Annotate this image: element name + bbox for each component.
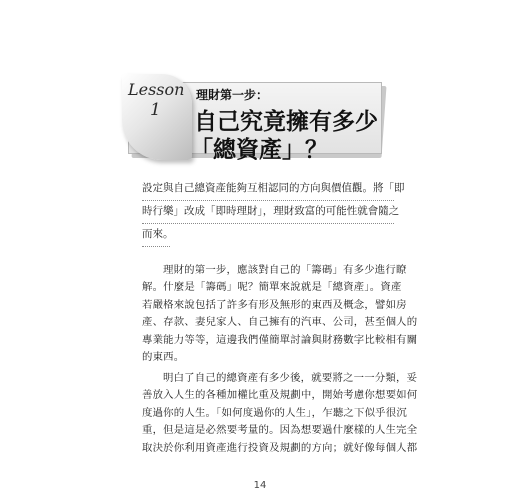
text-line: 解。什麼是「籌碼」呢？簡單來說就是「總資產」。資產 [142,281,402,294]
chapter-title-line-2: 「總資產」？ [190,137,328,163]
text-line: 善放入人生的各種加權比重及規劃中，開始考慮你想要如何 [142,389,418,402]
intro-line: 設定與自己總資產能夠互相認同的方向與價值觀。將「即 [142,178,394,201]
text-line: 產、存款、妻兒家人、自己擁有的汽車、公司，甚至個人的 [142,316,418,329]
text-line: 若嚴格來說包括了許多有形及無形的東西及概念，譬如房 [142,298,407,311]
text-line: 明白了自己的總資產有多少後，就要將之一一分類，妥 [163,372,418,384]
chapter-title-line-1: 自己究竟擁有多少 [194,109,378,135]
text-line: 理財的第一步，應該對自己的「籌碼」有多少進行瞭 [163,264,407,276]
text-line: 專業能力等等，這邊我們僅簡單討論與財務數字比較相有關 [142,333,418,346]
chapter-kicker: 理財第一步： [196,88,269,102]
text-line: 度過你的人生。「如何度過你的人生」，乍聽之下似乎很沉 [142,406,407,419]
body-paragraph-2 [142,370,418,457]
lesson-label: Lesson [128,80,185,99]
body-paragraph-1 [142,262,418,366]
text-line: 取決於你利用資產進行投資及規劃的方向；就好像每個人都 [142,441,418,454]
intro-line: 而來。 [142,224,170,247]
page-number: 14 [253,480,267,491]
lesson-number: 1 [150,100,161,120]
intro-summary [142,178,405,247]
intro-line: 時行樂」改成「即時理財」，理財致富的可能性就會隨之 [142,201,394,224]
text-line: 重，但是這是必然要考量的。因為想要過什麼樣的人生完全 [142,424,418,437]
text-line: 的東西。 [142,350,185,363]
